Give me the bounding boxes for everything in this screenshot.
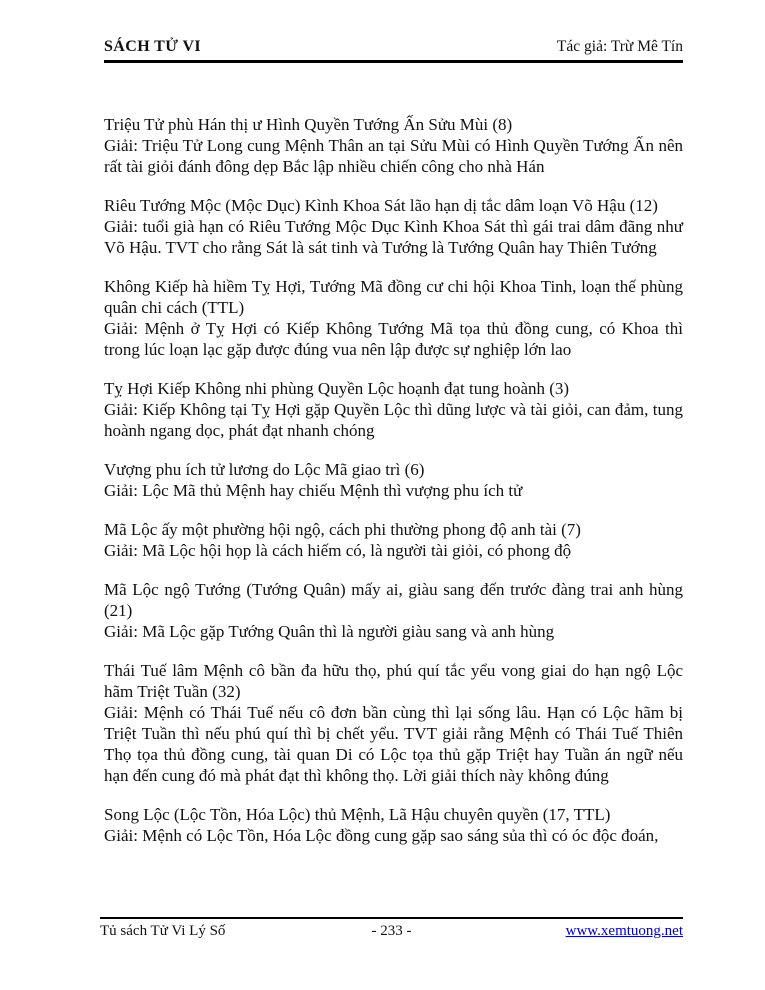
verse-block (104, 579, 683, 642)
verse-phrase: Tỵ Hợi Kiếp Không nhi phùng Quyền Lộc hoạnh đạt tung hoành (3) (104, 379, 570, 398)
verse-phrase: Song Lộc (Lộc Tồn, Hóa Lộc) thủ Mệnh, Lã Hậu chuyên quyền (17, TTL) (104, 805, 611, 824)
verse-block (104, 378, 683, 441)
verse-explanation: Giải: Mệnh ở Tỵ Hợi có Kiếp Không Tướng Mã tọa thủ đồng cung, có Khoa thì trong lúc loạn lạc gặp được đúng vua nên lập được sự nghiệp lớn lao (104, 319, 683, 359)
footer-series-title: Tủ sách Tử Vi Lý Số (100, 923, 226, 939)
page-footer (100, 917, 683, 940)
verse-phrase: Riêu Tướng Mộc (Mộc Dục) Kình Khoa Sát lão hạn dị tắc dâm loạn Võ Hậu (12) (104, 196, 658, 215)
verse-explanation: Giải: Kiếp Không tại Tỵ Hợi gặp Quyền Lộc thì dũng lược và tài giỏi, can đảm, tung hoành ngang dọc, phát đạt nhanh chóng (104, 400, 683, 440)
verse-phrase: Mã Lộc ngộ Tướng (Tướng Quân) mấy ai, giàu sang đến trước đàng trai anh hùng (21) (104, 580, 683, 620)
verse-block (104, 114, 683, 177)
verse-block (104, 804, 683, 846)
verse-explanation: Giải: Mệnh có Lộc Tồn, Hóa Lộc đồng cung gặp sao sáng sủa thì có óc độc đoán, (104, 826, 659, 845)
footer-page-number: - 233 - (371, 923, 412, 939)
verse-block (104, 459, 683, 501)
verse-explanation: Giải: Mã Lộc hội họp là cách hiếm có, là người tài giỏi, có phong độ (104, 541, 572, 560)
verse-phrase: Mã Lộc ấy một phường hội ngộ, cách phi thường phong độ anh tài (7) (104, 520, 581, 539)
verse-explanation: Giải: Lộc Mã thủ Mệnh hay chiếu Mệnh thì vượng phu ích tử (104, 481, 523, 500)
header-author: Tác giả: Trừ Mê Tín (556, 38, 683, 55)
verse-phrase: Vượng phu ích tử lương do Lộc Mã giao trì (6) (104, 460, 425, 479)
page-header (104, 38, 683, 63)
verse-block (104, 276, 683, 360)
footer-website-link[interactable]: www.xemtuong.net (565, 923, 683, 939)
verse-phrase: Thái Tuế lâm Mệnh cô bần đa hữu thọ, phú quí tắc yểu vong giai do hạn ngộ Lộc hãm Triệt Tuần (32) (104, 661, 683, 701)
verse-block (104, 195, 683, 258)
verse-block (104, 660, 683, 786)
verse-explanation: Giải: tuổi già hạn có Riêu Tướng Mộc Dục Kình Khoa Sát thì gái trai dâm đãng như Võ Hậu. TVT cho rằng Sát là sát tinh và Tướng là Tướng Quân hay Thiên Tướng (104, 217, 683, 257)
verse-phrase: Không Kiếp hà hiềm Tỵ Hợi, Tướng Mã đồng cư chi hội Khoa Tinh, loạn thế phùng quân chi cách (TTL) (104, 277, 683, 317)
verse-phrase: Triệu Tử phù Hán thị ư Hình Quyền Tướng Ấn Sửu Mùi (8) (104, 115, 513, 134)
header-book-title: SÁCH TỬ VI (104, 38, 202, 55)
verse-explanation: Giải: Mã Lộc gặp Tướng Quân thì là người giàu sang và anh hùng (104, 622, 555, 641)
verse-block (104, 519, 683, 561)
verse-explanation: Giải: Mệnh có Thái Tuế nếu cô đơn bần cùng thì lại sống lâu. Hạn có Lộc hãm bị Triệt Tuần thì nếu phú quí thì bị chết yểu. TVT giải rằng Mệnh có Thái Tuế Thiên Thọ tọa thủ đồng cung, tài quan Di có Lộc tọa thủ gặp Triệt hay Tuần án ngữ nếu hạn đến cung đó mà phát đạt thì không thọ. Lời giải thích này không đúng (104, 703, 683, 785)
document-body-text (104, 114, 683, 864)
verse-explanation: Giải: Triệu Tử Long cung Mệnh Thân an tại Sửu Mùi có Hình Quyền Tướng Ấn nên rất tài giỏi đánh đông dẹp Bắc lập nhiều chiến công cho nhà Hán (104, 136, 683, 176)
